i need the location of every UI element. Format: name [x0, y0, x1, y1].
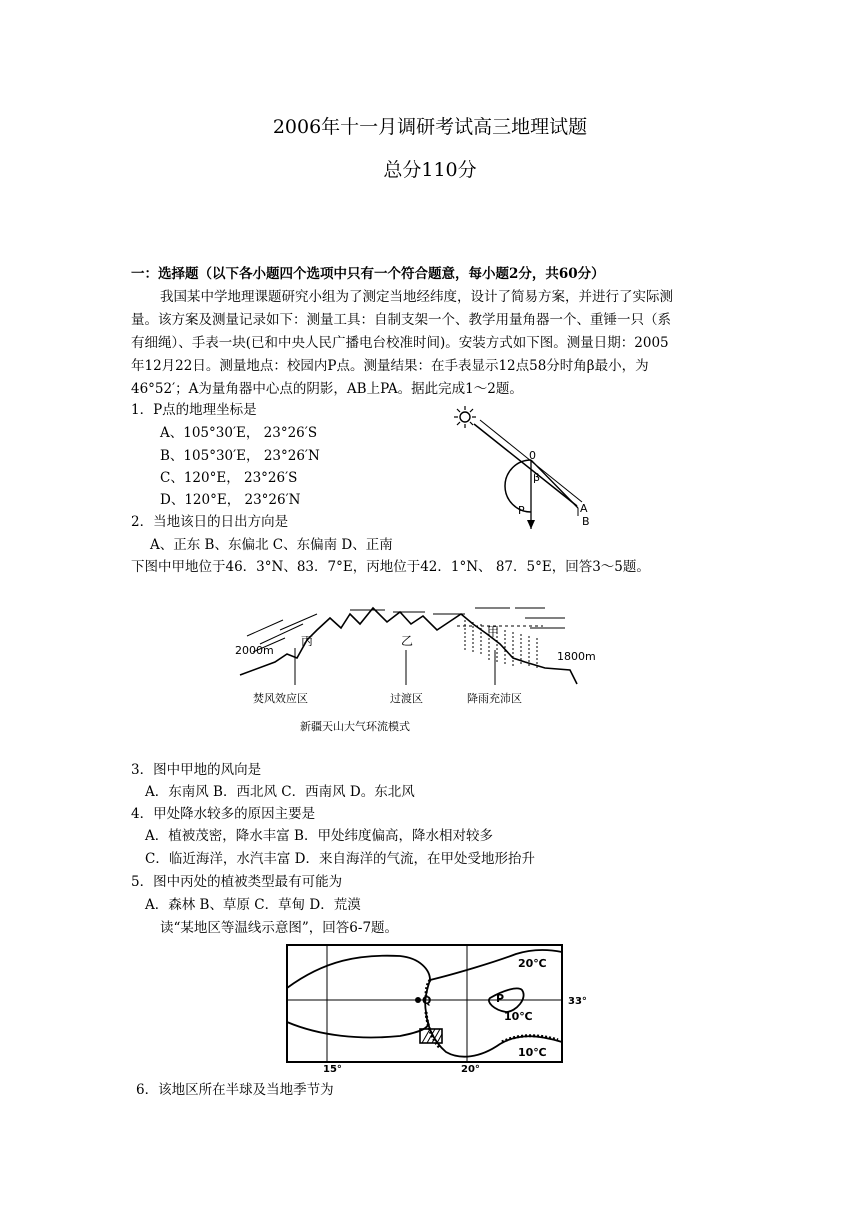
isotherm-map-figure — [280, 940, 590, 1075]
protractor-figure — [452, 404, 612, 532]
question-1-option-a: A、105°30′E， 23°26′S — [160, 425, 318, 441]
label-jia: 甲 — [487, 625, 500, 639]
iso-20c: 20℃ — [518, 957, 547, 970]
lon-15: 15° — [323, 1064, 342, 1075]
page-title: 2006年十一月调研考试高三地理试题 — [272, 116, 588, 138]
question-1-option-c: C、120°E， 23°26′S — [160, 470, 298, 486]
question-1-stem: 1．P点的地理坐标是 — [131, 402, 257, 418]
page-subtitle: 总分110分 — [383, 159, 477, 181]
question-2-stem: 2．当地该日的日出方向是 — [131, 514, 289, 530]
intro-line-1: 我国某中学地理课题研究小组为了测定当地经纬度，设计了简易方案，并进行了实际测 — [160, 289, 673, 305]
figure-caption: 新疆天山大气环流模式 — [300, 720, 410, 733]
iso-10c-p: 10℃ — [504, 1010, 533, 1023]
label-beta: β — [533, 471, 541, 484]
section-heading: 一：选择题（以下各小题四个选项中只有一个符合题意，每小题2分，共60分） — [131, 266, 605, 282]
question-5-stem: 5．图中丙处的植被类型最有可能为 — [131, 874, 343, 890]
label-o: 0 — [529, 449, 536, 462]
intro-line-5: 46°52′；A为量角器中心点的阴影，AB上PA。据此完成1～2题。 — [131, 381, 523, 397]
intro-line-3: 有细绳）、手表一块(已和中央人民广播电台校准时间)。安装方式如下图。测量日期：2005 — [131, 335, 669, 351]
intro-line-4: 年12月22日。测量地点：校园内P点。测量结果：在手表显示12点58分时角β最小，为 — [131, 358, 649, 374]
tianshan-circulation-figure — [225, 600, 596, 735]
lat-33: 33° — [568, 996, 587, 1007]
point-q-marker — [415, 997, 421, 1003]
question-6-stem: 6．该地区所在半球及当地季节为 — [136, 1082, 334, 1098]
zone-right: 降雨充沛区 — [467, 692, 522, 705]
label-a: A — [580, 502, 588, 515]
iso-10c-br: 10℃ — [518, 1046, 547, 1059]
label-p: P — [518, 504, 525, 517]
zone-mid: 过渡区 — [390, 692, 423, 705]
read-intro: 读“某地区等温线示意图”，回答6-7题。 — [160, 920, 399, 936]
question-1-option-b: B、105°30′E， 23°26′N — [160, 448, 320, 464]
zone-left: 焚风效应区 — [253, 692, 308, 705]
label-1800m: 1800m — [557, 650, 596, 663]
question-2-options: A、正东 B、东偏北 C、东偏南 D、正南 — [150, 537, 393, 553]
question-4-options-1: A．植被茂密，降水丰富 B．甲处纬度偏高，降水相对较多 — [145, 828, 493, 844]
question-4-stem: 4．甲处降水较多的原因主要是 — [131, 806, 316, 822]
point-q: Q — [422, 994, 432, 1007]
label-bing: 丙 — [301, 634, 314, 648]
question-1-option-d: D、120°E， 23°26′N — [160, 492, 301, 508]
question-3-stem: 3．图中甲地的风向是 — [131, 762, 262, 778]
question-3-options: A．东南风 B．西北风 C．西南风 D。东北风 — [145, 784, 415, 800]
sun-icon — [454, 406, 476, 428]
map-intro: 下图中甲地位于46．3°N、83．7°E，丙地位于42．1°N、 87．5°E，回答3～5题。 — [131, 559, 650, 575]
label-b: B — [582, 515, 590, 528]
question-5-options: A．森林 B、草原 C．草甸 D．荒漠 — [145, 897, 361, 913]
lon-20: 20° — [461, 1064, 480, 1075]
intro-line-2: 量。该方案及测量记录如下：测量工具：自制支架一个、教学用量角器一个、重锤一只（系 — [131, 312, 671, 328]
label-2000m: 2000m — [235, 644, 274, 657]
point-p: P — [496, 992, 505, 1005]
label-yi: 乙 — [401, 634, 414, 648]
question-4-options-2: C．临近海洋，水汽丰富 D．来自海洋的气流，在甲处受地形抬升 — [145, 851, 535, 867]
